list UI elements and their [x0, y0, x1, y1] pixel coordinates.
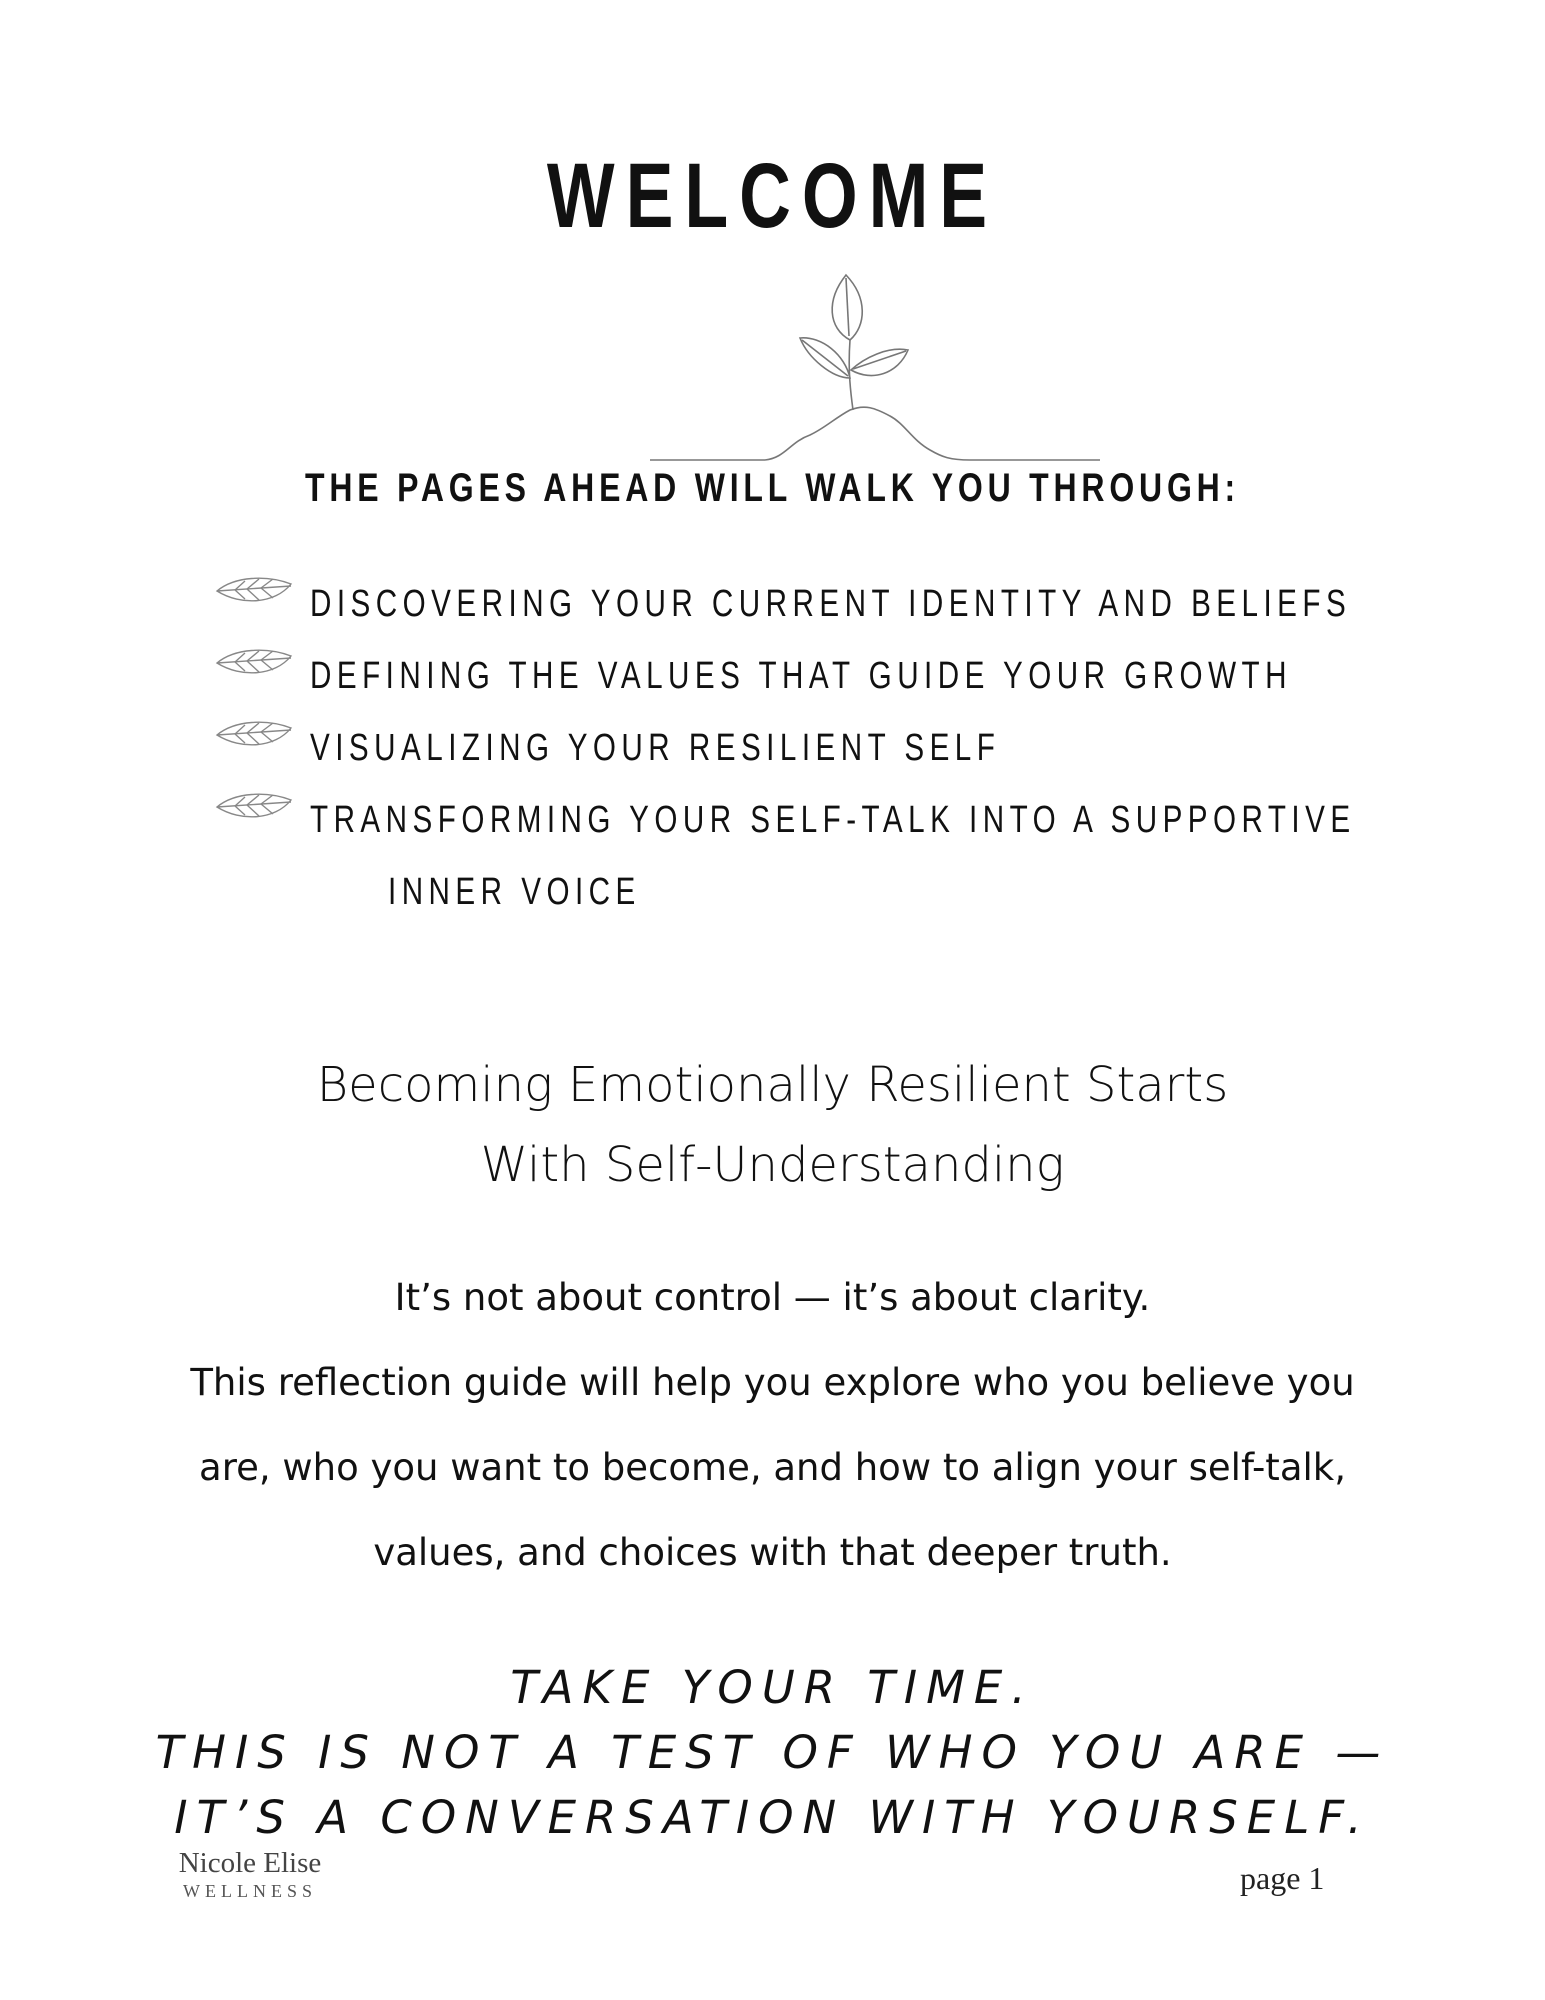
page-number: page 1: [1240, 1860, 1325, 1896]
list-item-label: DISCOVERING YOUR CURRENT IDENTITY AND BELIEFS: [310, 583, 1352, 625]
leaf-icon: [215, 574, 295, 608]
list-item-label: DEFINING THE VALUES THAT GUIDE YOUR GROWTH: [310, 655, 1292, 697]
body-line: It’s not about control — it’s about clarity.: [394, 1276, 1151, 1319]
page-title: WELCOME: [546, 145, 999, 247]
list-item: [215, 784, 1415, 914]
subtitle-line: With Self-Understanding: [480, 1137, 1065, 1193]
list-item-continuation: INNER VOICE: [388, 871, 641, 914]
leaf-icon: [215, 646, 295, 680]
brand-subtitle: WELLNESS: [183, 1880, 317, 1901]
list-item: [215, 568, 1415, 640]
closing-line: TAKE YOUR TIME.: [510, 1661, 1035, 1714]
subtitle-line: Becoming Emotionally Resilient Starts: [316, 1057, 1229, 1113]
body-line: values, and choices with that deeper truth.: [373, 1531, 1172, 1574]
intro-heading: THE PAGES AHEAD WILL WALK YOU THROUGH:: [305, 466, 1240, 510]
section-subtitle: [0, 1045, 1545, 1205]
list-item-line: TRANSFORMING YOUR SELF-TALK INTO A SUPPORTIVE: [310, 799, 1356, 841]
list-item-label: VISUALIZING YOUR RESILIENT SELF: [310, 727, 1001, 769]
list-item: [215, 712, 1415, 784]
brand-logo: [165, 1848, 335, 1903]
body-line: This reflection guide will help you explore who you believe you: [190, 1361, 1355, 1404]
sprout-icon: [650, 270, 1100, 470]
leaf-icon: [215, 718, 295, 752]
closing-quote: [0, 1655, 1545, 1850]
brand-name: Nicole Elise: [178, 1847, 322, 1879]
topic-list: [215, 568, 1415, 914]
body-line: are, who you want to become, and how to align your self-talk,: [199, 1446, 1346, 1489]
leaf-icon: [215, 790, 295, 824]
list-item-label: [310, 784, 1356, 928]
closing-line: THIS IS NOT A TEST OF WHO YOU ARE —: [155, 1726, 1390, 1779]
body-paragraph: [120, 1255, 1425, 1595]
list-item: [215, 640, 1415, 712]
closing-line: IT’S A CONVERSATION WITH YOURSELF.: [174, 1791, 1371, 1844]
